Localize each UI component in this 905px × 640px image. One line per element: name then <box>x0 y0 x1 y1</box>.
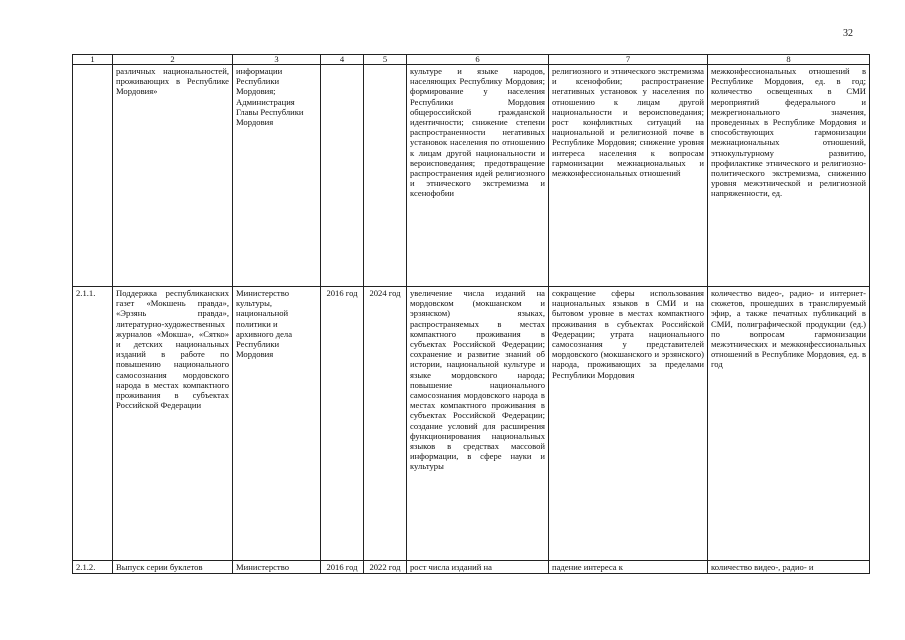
end-year: 2024 год <box>364 287 407 561</box>
header-row <box>73 55 870 65</box>
header-cell: 7 <box>549 55 708 65</box>
start-year: 2016 год <box>321 287 364 561</box>
event-name: Выпуск серии буклетов <box>113 561 233 574</box>
event-name: Поддержка республиканских газет «Мокшень правда», «Эрзянь правда», литературно-художественных журналов «Мокша», «Сятко» и детских национальных изданий в работе по повышению национального самосознания мордовского народа в местах компактного проживания в субъектах Российской Федерации <box>113 287 233 561</box>
executor: Министерство <box>233 561 321 574</box>
program-table <box>72 54 870 574</box>
expected-result: рост числа изданий на <box>407 561 549 574</box>
risks: падение интереса к <box>549 561 708 574</box>
end-year <box>364 65 407 287</box>
page-number: 32 <box>843 28 853 39</box>
header-cell: 5 <box>364 55 407 65</box>
executor: Министерство культуры, национальной политики и архивного дела Республики Мордовия <box>233 287 321 561</box>
row-number <box>73 65 113 287</box>
row-number: 2.1.2. <box>73 561 113 574</box>
header-cell: 1 <box>73 55 113 65</box>
indicators: количество видео-, радио- и интернет-сюжетов, прошедших в транслируемый эфир, а также печатных публикаций в СМИ, полиграфической продукции (ед.) по вопросам гармонизации межэтнических и межконфессиональных отношений в Республике Мордовия, ед. в год <box>708 287 870 561</box>
header-cell: 3 <box>233 55 321 65</box>
end-year: 2022 год <box>364 561 407 574</box>
table-row <box>73 561 870 574</box>
row-number: 2.1.1. <box>73 287 113 561</box>
table-row <box>73 65 870 287</box>
executor: информации Республики Мордовия; Администрация Главы Республики Мордовия <box>233 65 321 287</box>
header-cell: 6 <box>407 55 549 65</box>
start-year: 2016 год <box>321 561 364 574</box>
indicators: количество видео-, радио- и <box>708 561 870 574</box>
header-cell: 4 <box>321 55 364 65</box>
risks: религиозного и этнического экстремизма и ксенофобии; распространение негативных установок у населения по отношению к лицам другой национальности и вероисповедания; рост конфликтных ситуаций на национальной и религиозной почве в Республике Мордовия; снижение уровня интереса населения к вопросам гармонизации межнациональных и межконфессиональных отношений <box>549 65 708 287</box>
event-name: различных национальностей, проживающих в Республике Мордовия» <box>113 65 233 287</box>
risks: сокращение сферы использования национальных языков в СМИ и на бытовом уровне в местах компактного проживания в субъектах Российской Федерации; утрата национального самосознания у представителей мордовского (мокшанского и эрзянского) народа, проживающих за пределами Республики Мордовия <box>549 287 708 561</box>
table-row <box>73 287 870 561</box>
expected-result: увеличение числа изданий на мордовском (мокшанском и эрзянском) языках, распространяемых в местах компактного проживания в субъектах Российской Федерации; сохранение и развитие знаний об истории, национальной культуре и языке мордовского народа; повышение национального самосознания мордовского народа в местах компактного проживания в субъектах Российской Федерации; создание условий для расширения функционирования национальных языков в средствах массовой информации, в сфере науки и культуры <box>407 287 549 561</box>
header-cell: 8 <box>708 55 870 65</box>
start-year <box>321 65 364 287</box>
expected-result: культуре и языке народов, населяющих Республику Мордовия; формирование у населения Республики Мордовия общероссийской гражданской идентичности; снижение степени распространенности негативных установок населения по отношению к лицам другой национальности и вероисповедания; предотвращение распространения идей религиозного и этнического экстремизма и ксенофобии <box>407 65 549 287</box>
header-cell: 2 <box>113 55 233 65</box>
indicators: межконфессиональных отношений в Республике Мордовия, ед. в год; количество освещенных в СМИ мероприятий федерального и межрегионального значения, проведенных в Республике Мордовия и способствующих гармонизации межнациональных отношений, этнокультурному развитию, профилактике этнического и религиозно-политического экстремизма, снижению уровня межэтнической и религиозной напряженности, ед. <box>708 65 870 287</box>
